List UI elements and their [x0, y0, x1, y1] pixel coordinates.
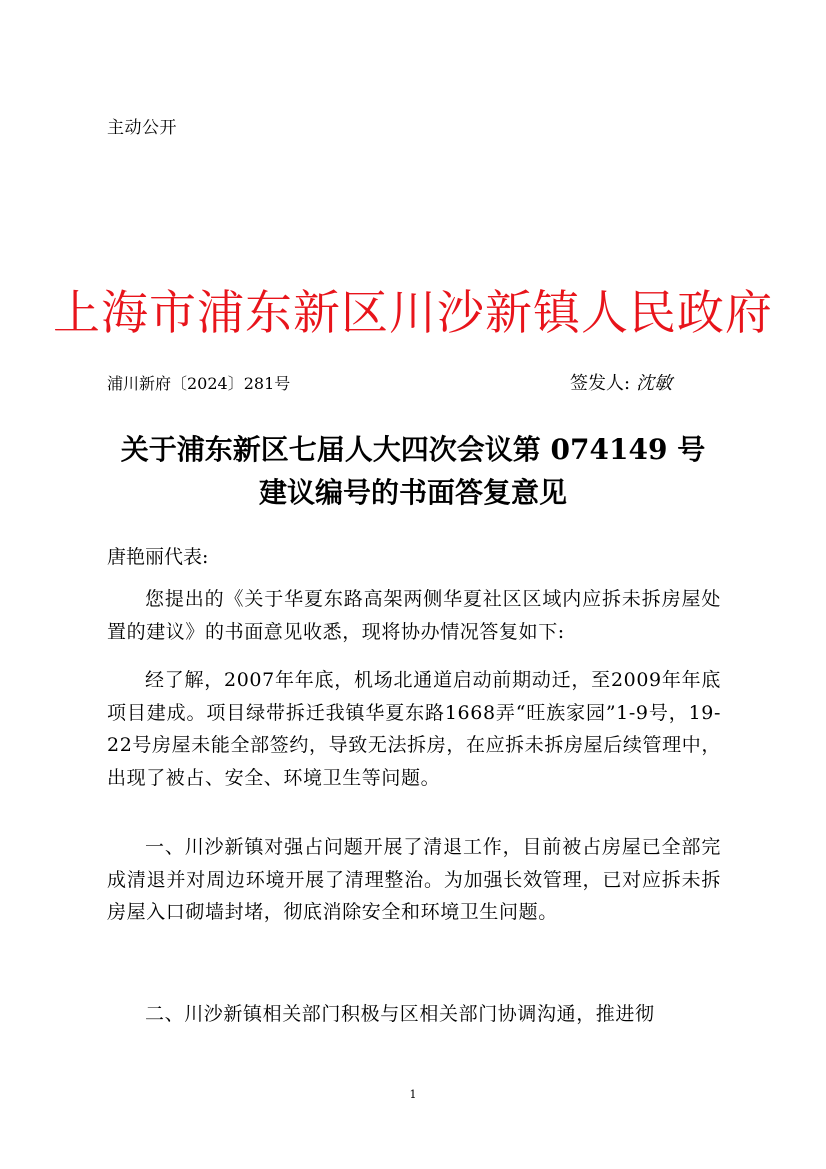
document-title-line-2: 建议编号的书面答复意见 — [258, 476, 567, 509]
document-number: 浦川新府〔2024〕281号 — [107, 374, 291, 393]
body-paragraph: 您提出的《关于华夏东路高架两侧华夏社区区域内应拆未拆房屋处置的建议》的书面意见收悉，现将协办情况答复如下: — [107, 588, 721, 643]
body-paragraph: 二、川沙新镇相关部门积极与区相关部门协调沟通，推进彻 — [145, 1003, 655, 1025]
page-number: 1 — [409, 1088, 417, 1101]
document-title-line-1: 关于浦东新区七届人大四次会议第 074149 号 — [120, 433, 706, 466]
salutation: 唐艳丽代表: — [107, 546, 209, 568]
signer-label: 签发人: — [570, 373, 631, 394]
disclosure-label: 主动公开 — [107, 118, 177, 138]
issuer-title: 上海市浦东新区川沙新镇人民政府 — [53, 286, 773, 341]
body-paragraph: 一、川沙新镇对强占问题开展了清退工作，目前被占房屋已全部完成清退并对周边环境开展了清理整治。为加强长效管理，已对应拆未拆房屋入口砌墙封堵，彻底消除安全和环境卫生问题。 — [107, 836, 721, 923]
body-paragraph: 经了解，2007年年底，机场北通道启动前期动迁，至2009年年底项目建成。项目绿带拆迁我镇华夏东路1668弄“旺族家园”1-9号，19-22号房屋未能全部签约，导致无法拆房，在应拆未拆房屋后续管理中，出现了被占、安全、环境卫生等问题。 — [107, 669, 721, 789]
signer-signature: 沈敏 — [636, 373, 673, 394]
signer-block — [570, 369, 672, 395]
